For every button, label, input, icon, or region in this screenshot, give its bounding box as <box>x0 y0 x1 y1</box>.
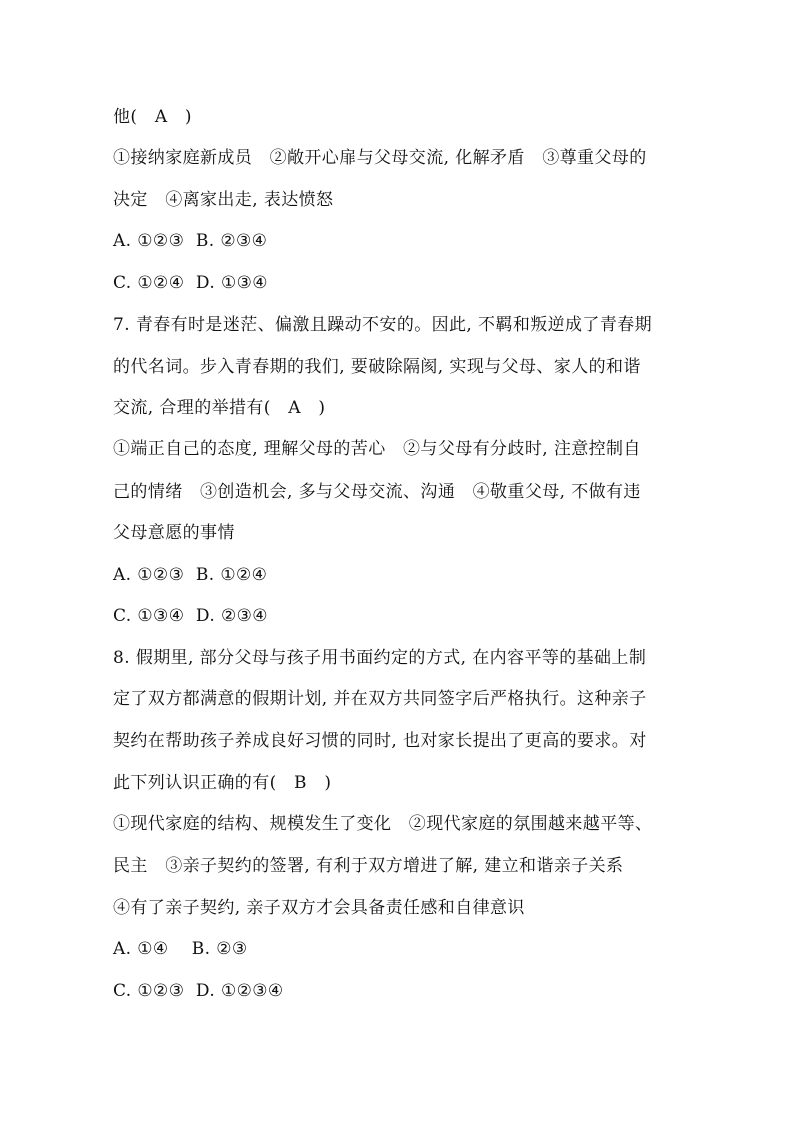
q7-stem-line3: 交流, 合理的举措有( A ) <box>113 398 326 418</box>
q8-stem-line1: 8. 假期里, 部分父母与孩子用书面约定的方式, 在内容平等的基础上制 <box>113 648 647 668</box>
q8-stem-line3: 契约在帮助孩子养成良好习惯的同时, 也对家长提出了更高的要求。对 <box>113 731 647 751</box>
q7-statements-line1: ①端正自己的态度, 理解父母的苦心 ②与父母有分歧时, 注意控制自 <box>113 439 641 459</box>
q8-options-ab: A. ①④ B. ②③ <box>113 939 248 959</box>
q7-options-ab: A. ①②③ B. ①②④ <box>113 565 268 585</box>
q6-stem-tail: 他( A ) <box>113 107 192 127</box>
q7-statements-line3: 父母意愿的事情 <box>113 523 235 543</box>
q6-options-ab: A. ①②③ B. ②③④ <box>113 231 268 251</box>
q8-options-cd: C. ①②③ D. ①②③④ <box>113 981 284 1001</box>
q6-statements-line2: 决定 ④离家出走, 表达愤怒 <box>113 190 334 210</box>
q8-stem-line2: 定了双方都满意的假期计划, 并在双方共同签字后严格执行。这种亲子 <box>113 689 647 709</box>
q8-statements-line2: 民主 ③亲子契约的签署, 有利于双方增进了解, 建立和谐亲子关系 <box>113 856 624 876</box>
q8-stem-line4: 此下列认识正确的有( B ) <box>113 773 332 793</box>
q6-statements-line1: ①接纳家庭新成员 ②敞开心扉与父母交流, 化解矛盾 ③尊重父母的 <box>113 148 647 168</box>
q7-options-cd: C. ①③④ D. ②③④ <box>113 606 268 626</box>
q7-stem-line2: 的代名词。步入青春期的我们, 要破除隔阂, 实现与父母、家人的和谐 <box>113 357 641 377</box>
q8-statements-line3: ④有了亲子契约, 亲子双方才会具备责任感和自律意识 <box>113 898 525 918</box>
q7-statements-line2: 己的情绪 ③创造机会, 多与父母交流、沟通 ④敬重父母, 不做有违 <box>113 482 641 502</box>
q6-options-cd: C. ①②④ D. ①③④ <box>113 273 268 293</box>
q7-stem-line1: 7. 青春有时是迷茫、偏激且躁动不安的。因此, 不羁和叛逆成了青春期 <box>113 315 653 335</box>
q8-statements-line1: ①现代家庭的结构、规模发生了变化 ②现代家庭的氛围越来越平等、 <box>113 814 653 834</box>
